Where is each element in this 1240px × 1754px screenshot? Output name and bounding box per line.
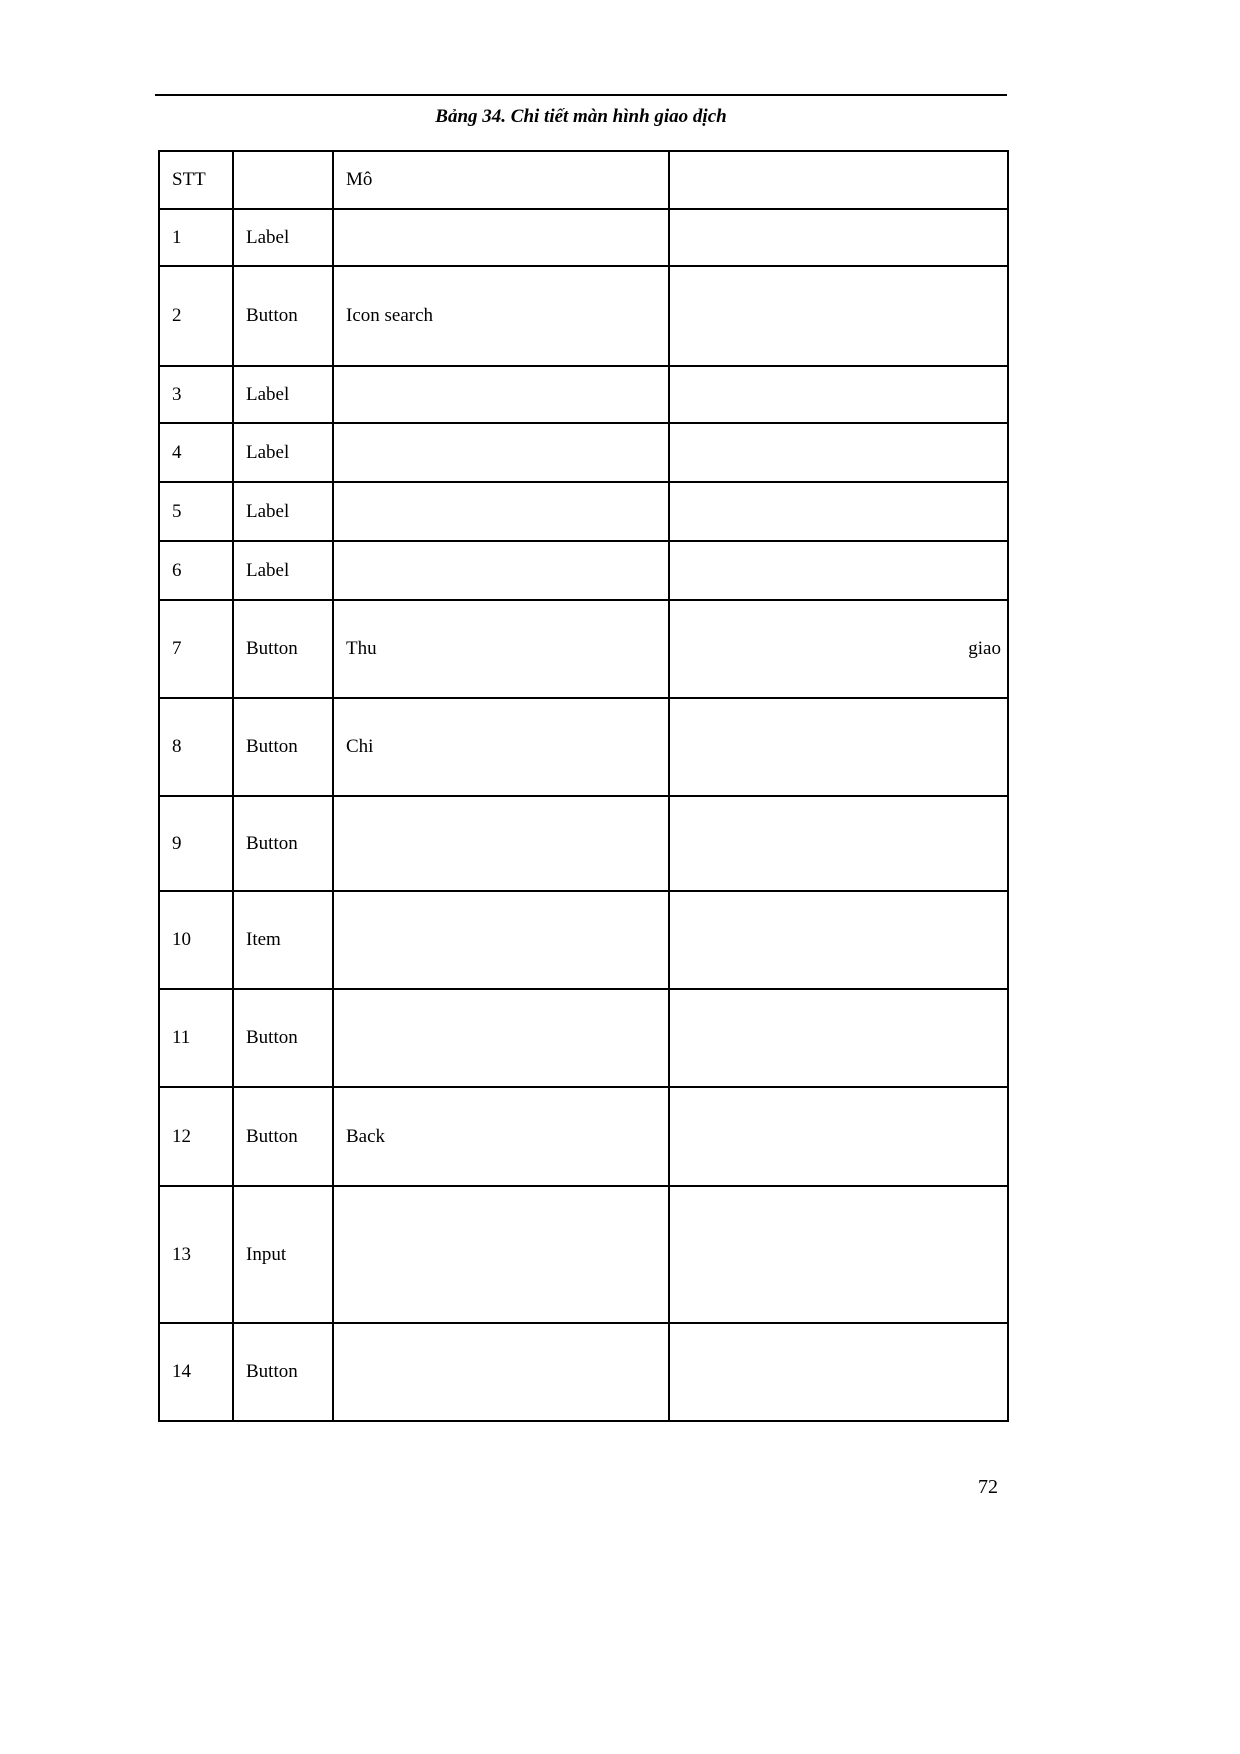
cell-type: Label xyxy=(233,541,333,600)
cell-stt: 13 xyxy=(159,1186,233,1323)
cell-type: Input xyxy=(233,1186,333,1323)
cell-stt: 2 xyxy=(159,266,233,366)
table-row xyxy=(159,600,1008,698)
cell-note xyxy=(669,366,1008,423)
cell-type: Button xyxy=(233,989,333,1087)
cell-type: Button xyxy=(233,600,333,698)
cell-stt: 11 xyxy=(159,989,233,1087)
table-row xyxy=(159,1087,1008,1186)
cell-stt: 9 xyxy=(159,796,233,891)
cell-type: Button xyxy=(233,796,333,891)
table-row xyxy=(159,698,1008,796)
table-row xyxy=(159,541,1008,600)
table-row xyxy=(159,366,1008,423)
cell-note xyxy=(669,482,1008,541)
cell-note xyxy=(669,209,1008,266)
cell-note xyxy=(669,1087,1008,1186)
screen-detail-table xyxy=(158,150,1009,1422)
cell-type: Button xyxy=(233,1087,333,1186)
header-cell-type xyxy=(233,151,333,209)
cell-type: Label xyxy=(233,482,333,541)
cell-note xyxy=(669,698,1008,796)
cell-type: Button xyxy=(233,1323,333,1421)
cell-desc xyxy=(333,482,669,541)
cell-desc xyxy=(333,209,669,266)
table-row xyxy=(159,1186,1008,1323)
cell-note xyxy=(669,266,1008,366)
cell-note xyxy=(669,423,1008,482)
cell-type: Label xyxy=(233,423,333,482)
cell-desc: Back xyxy=(333,1087,669,1186)
header-cell-desc: Mô xyxy=(333,151,669,209)
header-cell-note xyxy=(669,151,1008,209)
cell-stt: 3 xyxy=(159,366,233,423)
cell-type: Button xyxy=(233,698,333,796)
cell-note xyxy=(669,1323,1008,1421)
cell-note xyxy=(669,891,1008,989)
table-row xyxy=(159,1323,1008,1421)
cell-desc xyxy=(333,1323,669,1421)
table-row xyxy=(159,423,1008,482)
cell-note xyxy=(669,1186,1008,1323)
cell-stt: 4 xyxy=(159,423,233,482)
cell-desc xyxy=(333,423,669,482)
cell-type: Label xyxy=(233,209,333,266)
cell-desc xyxy=(333,891,669,989)
cell-stt: 10 xyxy=(159,891,233,989)
table-row xyxy=(159,989,1008,1087)
header-rule xyxy=(155,94,1007,96)
table-caption: Bảng 34. Chi tiết màn hình giao dịch xyxy=(435,106,727,127)
cell-note xyxy=(669,989,1008,1087)
cell-note: giao xyxy=(669,600,1008,698)
cell-type: Button xyxy=(233,266,333,366)
cell-desc xyxy=(333,989,669,1087)
table-row xyxy=(159,796,1008,891)
cell-stt: 5 xyxy=(159,482,233,541)
cell-stt: 12 xyxy=(159,1087,233,1186)
cell-desc: Thu xyxy=(333,600,669,698)
page-number: 72 xyxy=(978,1476,998,1498)
header-cell-stt: STT xyxy=(159,151,233,209)
cell-stt: 7 xyxy=(159,600,233,698)
cell-stt: 1 xyxy=(159,209,233,266)
cell-type: Label xyxy=(233,366,333,423)
cell-note xyxy=(669,541,1008,600)
cell-stt: 6 xyxy=(159,541,233,600)
table-row xyxy=(159,891,1008,989)
cell-stt: 14 xyxy=(159,1323,233,1421)
cell-type: Item xyxy=(233,891,333,989)
cell-desc xyxy=(333,796,669,891)
cell-desc: Chi xyxy=(333,698,669,796)
cell-desc: Icon search xyxy=(333,266,669,366)
table-row xyxy=(159,209,1008,266)
cell-desc xyxy=(333,1186,669,1323)
cell-stt: 8 xyxy=(159,698,233,796)
table-row xyxy=(159,266,1008,366)
cell-desc xyxy=(333,541,669,600)
cell-note xyxy=(669,796,1008,891)
table-header-row xyxy=(159,151,1008,209)
cell-desc xyxy=(333,366,669,423)
table-row xyxy=(159,482,1008,541)
